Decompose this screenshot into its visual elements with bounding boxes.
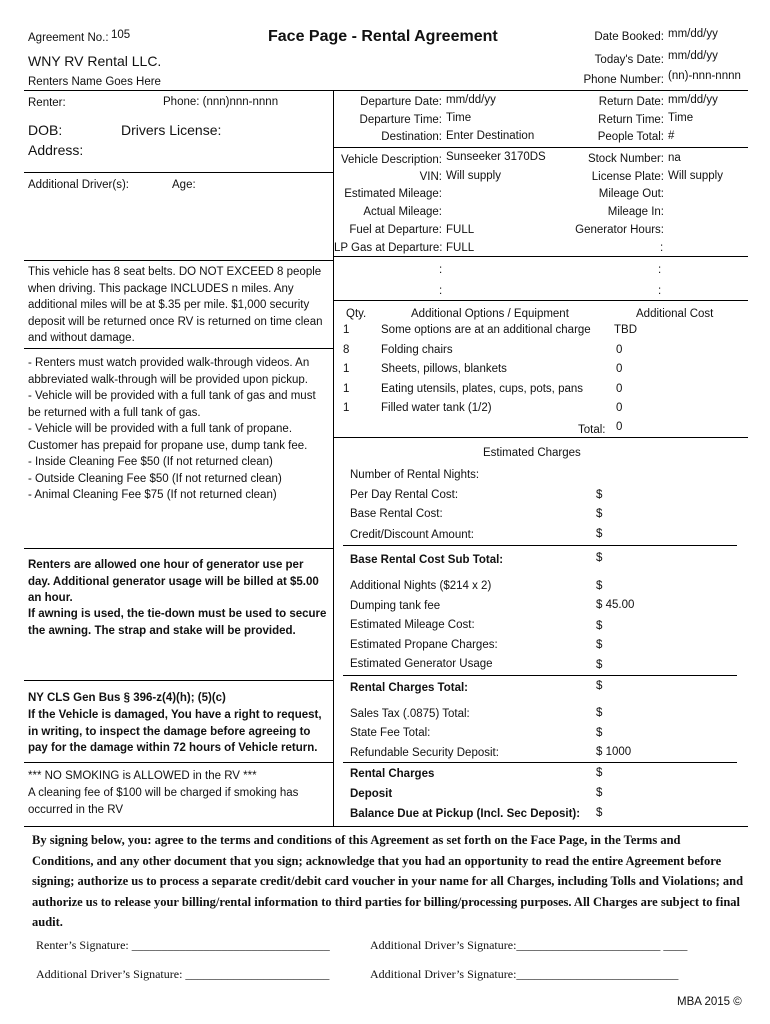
- charge-value[interactable]: $: [596, 659, 603, 671]
- option-cost[interactable]: 0: [616, 402, 623, 414]
- notes-divider: [24, 762, 333, 763]
- charges-divider: [343, 675, 737, 676]
- phone-label: Phone Number:: [583, 74, 664, 86]
- column-divider: [333, 90, 334, 826]
- form-bottom-divider: [24, 826, 748, 827]
- destination[interactable]: Enter Destination: [446, 130, 535, 142]
- departure-time-label: Departure Time:: [359, 114, 442, 126]
- age-label: Age:: [172, 179, 196, 191]
- mileage-in-label: Mileage In:: [607, 206, 664, 218]
- balance-due-label: Balance Due at Pickup (Incl. Sec Deposit):: [350, 808, 581, 820]
- option-cost[interactable]: TBD: [614, 324, 637, 336]
- base-subtotal-label: Base Rental Cost Sub Total:: [350, 554, 504, 566]
- charges-divider: [343, 545, 737, 546]
- lp-gas-value[interactable]: FULL: [446, 242, 475, 254]
- colon-mark: :: [439, 285, 443, 297]
- charge-value[interactable]: $: [596, 508, 603, 520]
- smoking-title: *** NO SMOKING is ALLOWED in the RV ***: [28, 770, 257, 782]
- charge-label: Per Day Rental Cost:: [350, 489, 459, 501]
- copyright: MBA 2015 ©: [677, 996, 742, 1008]
- fuel-value[interactable]: FULL: [446, 224, 475, 236]
- charge-label: Refundable Security Deposit:: [350, 747, 499, 759]
- charge-label: Credit/Discount Amount:: [350, 529, 475, 541]
- charge-value[interactable]: $: [596, 528, 603, 540]
- option-cost[interactable]: 0: [616, 344, 623, 356]
- option-cost[interactable]: 0: [616, 383, 623, 395]
- renter-phone-label: Phone: (nnn)nnn-nnnn: [163, 96, 279, 108]
- return-time-label: Return Time:: [598, 114, 664, 126]
- deposit-value[interactable]: $: [596, 787, 603, 799]
- rental-total-label: Rental Charges Total:: [350, 682, 468, 694]
- charge-label: Estimated Propane Charges:: [350, 639, 498, 651]
- option-qty[interactable]: 1: [343, 324, 350, 336]
- options-header: Additional Options / Equipment: [411, 308, 569, 320]
- license-plate-label: License Plate:: [591, 171, 664, 183]
- generator-hours-label: Generator Hours:: [575, 224, 664, 236]
- colon-mark: :: [439, 264, 443, 276]
- charge-value[interactable]: $: [596, 707, 603, 719]
- charges-divider: [343, 762, 737, 763]
- renter-label: Renter:: [28, 97, 66, 109]
- return-date[interactable]: mm/dd/yy: [668, 94, 718, 106]
- option-qty[interactable]: 1: [343, 402, 350, 414]
- phone-number[interactable]: (nn)-nnn-nnnn: [668, 70, 741, 82]
- law-title: NY CLS Gen Bus § 396-z(4)(h); (5)(c): [28, 692, 226, 704]
- vehicle-divider: [333, 256, 748, 257]
- option-item[interactable]: Eating utensils, plates, cups, pots, pans: [381, 383, 584, 395]
- charge-value[interactable]: $ 45.00: [596, 599, 635, 611]
- charge-value[interactable]: $: [596, 639, 603, 651]
- page-title: Face Page - Rental Agreement: [268, 28, 498, 45]
- people-total[interactable]: #: [668, 130, 675, 142]
- todays-date-label: Today's Date:: [594, 54, 664, 66]
- address-label: Address:: [28, 142, 84, 158]
- rule-item: - Inside Cleaning Fee $50 (If not returned clean): [28, 456, 273, 468]
- option-item[interactable]: Sheets, pillows, blankets: [381, 363, 507, 375]
- charge-value[interactable]: $: [596, 580, 603, 592]
- fuel-label: Fuel at Departure:: [349, 224, 442, 236]
- agreement-no-label: Agreement No.:: [28, 32, 109, 44]
- charge-label: State Fee Total:: [350, 727, 431, 739]
- vehicle-description-label: Vehicle Description:: [341, 154, 442, 166]
- renters-name[interactable]: Renters Name Goes Here: [28, 76, 161, 88]
- additional-drivers-label: Additional Driver(s):: [28, 179, 129, 191]
- colon-mark: :: [658, 264, 662, 276]
- date-booked[interactable]: mm/dd/yy: [668, 28, 718, 40]
- rental-charges-label: Rental Charges: [350, 768, 435, 780]
- date-booked-label: Date Booked:: [594, 31, 664, 43]
- trip-divider: [333, 147, 748, 148]
- option-qty[interactable]: 1: [343, 363, 350, 375]
- charge-value[interactable]: $: [596, 620, 603, 632]
- awning-notice: If awning is used, the tie-down must be used to secure the awning. The strap and stake will be provided.: [28, 608, 327, 637]
- dob-label: DOB:: [28, 122, 63, 138]
- todays-date[interactable]: mm/dd/yy: [668, 50, 718, 62]
- rule-item: - Renters must watch provided walk-through videos. An abbreviated walk-through will be provided upon pickup.: [28, 357, 310, 386]
- mileage-out-label: Mileage Out:: [598, 188, 664, 200]
- notes-divider: [24, 680, 333, 681]
- options-total[interactable]: 0: [616, 421, 623, 433]
- estimated-mileage-label: Estimated Mileage:: [344, 188, 442, 200]
- license-plate[interactable]: Will supply: [668, 170, 723, 182]
- lp-gas-label: LP Gas at Departure:: [334, 242, 443, 254]
- rule-item: - Vehicle will be provided with a full tank of gas and must be returned with a full tank of gas.: [28, 390, 316, 419]
- option-cost[interactable]: 0: [616, 363, 623, 375]
- destination-label: Destination:: [381, 131, 442, 143]
- options-total-label: Total:: [578, 424, 606, 436]
- charge-value[interactable]: $ 1000: [596, 746, 632, 758]
- rules-list: [28, 355, 328, 504]
- rule-item: - Outside Cleaning Fee $50 (If not returned clean): [28, 472, 282, 485]
- rule-item: - Vehicle will be provided with a full tank of propane. Customer has prepaid for propane use, dump tank fee.: [28, 423, 308, 452]
- smoking-text: A cleaning fee of $100 will be charged if smoking has occurred in the RV: [28, 787, 299, 816]
- charge-label: Number of Rental Nights:: [350, 469, 480, 481]
- notes-divider: [24, 548, 333, 549]
- cost-header: Additional Cost: [636, 308, 714, 320]
- rental-total[interactable]: $: [596, 680, 603, 692]
- charge-label: Estimated Generator Usage: [350, 658, 493, 670]
- return-time[interactable]: Time: [668, 112, 694, 124]
- generator-notice: Renters are allowed one hour of generator use per day. Additional generator usage will be billed at $5.00 an hour.: [28, 559, 319, 604]
- agreement-terms: By signing below, you: agree to the terms and conditions of this Agreement as set forth on the Face Page, in the Terms and Conditions, and any other document that you sign; acknowledge that you had an opportunity to read the entire Agreement before signing; authorize us to process a separate credit/debit card voucher in your name for all Charges, including Tolls and Violations; and authorize us to release your billing/rental information to third parties for billing/processing purposes. All Charges are subject to final audit.: [32, 833, 744, 929]
- notes-divider: [24, 348, 333, 349]
- option-item[interactable]: Some options are at an additional charge: [381, 324, 591, 336]
- additional-driver-signature[interactable]: Additional Driver’s Signature: ________________________: [36, 967, 330, 981]
- qty-header: Qty.: [346, 308, 367, 320]
- charge-label: Dumping tank fee: [350, 600, 441, 612]
- option-item[interactable]: Folding chairs: [381, 344, 453, 356]
- charge-value[interactable]: $: [596, 727, 603, 739]
- colon-mark: :: [660, 242, 664, 254]
- options-bottom-divider: [333, 437, 748, 438]
- option-item[interactable]: Filled water tank (1/2): [381, 402, 492, 414]
- base-subtotal[interactable]: $: [596, 552, 603, 564]
- vehicle-description[interactable]: Sunseeker 3170DS: [446, 151, 546, 163]
- departure-date-label: Departure Date:: [360, 96, 442, 108]
- people-total-label: People Total:: [597, 131, 664, 143]
- drivers-divider: [24, 260, 333, 261]
- return-date-label: Return Date:: [598, 96, 664, 108]
- colon-mark: :: [658, 285, 662, 297]
- additional-driver-signature[interactable]: Additional Driver’s Signature:___________________________: [370, 967, 679, 981]
- rental-charges-value[interactable]: $: [596, 767, 603, 779]
- vin[interactable]: Will supply: [446, 170, 501, 182]
- charge-label: Sales Tax (.0875) Total:: [350, 708, 470, 720]
- stock-number[interactable]: na: [668, 152, 681, 164]
- company-name[interactable]: WNY RV Rental LLC.: [28, 53, 162, 69]
- charge-label: Base Rental Cost:: [350, 508, 443, 520]
- departure-date[interactable]: mm/dd/yy: [446, 94, 496, 106]
- law-text: If the Vehicle is damaged, You have a right to request, in writing, to inspect the damage before agreeing to pay for the damage within 72 hours of Vehicle return.: [28, 709, 322, 754]
- deposit-label: Deposit: [350, 788, 393, 800]
- seatbelt-notice: This vehicle has 8 seat belts. DO NOT EXCEED 8 people when driving. This package INCLUDES n miles. Any additional miles will be at $.35 per mile. $1,000 security deposit will be returned once RV is returned on time clean and without damage.: [28, 266, 323, 344]
- option-qty[interactable]: 8: [343, 344, 350, 356]
- charge-label: Additional Nights ($214 x 2): [350, 580, 492, 592]
- agreement-no[interactable]: 105: [111, 29, 131, 41]
- departure-time[interactable]: Time: [446, 112, 472, 124]
- balance-due-value[interactable]: $: [596, 807, 603, 819]
- additional-driver-signature[interactable]: Additional Driver’s Signature:________________________ ____: [370, 938, 688, 952]
- renter-signature[interactable]: Renter’s Signature: _________________________________: [36, 938, 330, 952]
- vin-label: VIN:: [419, 171, 442, 183]
- charges-heading: Estimated Charges: [483, 447, 581, 459]
- charge-label: Estimated Mileage Cost:: [350, 619, 475, 631]
- renter-divider: [24, 172, 333, 173]
- stock-number-label: Stock Number:: [587, 153, 664, 165]
- option-qty[interactable]: 1: [343, 383, 350, 395]
- header-divider: [24, 90, 748, 91]
- rule-item: - Animal Cleaning Fee $75 (If not returned clean): [28, 489, 277, 501]
- options-top-divider: [333, 300, 748, 301]
- drivers-license-label: Drivers License:: [121, 122, 222, 138]
- actual-mileage-label: Actual Mileage:: [363, 206, 442, 218]
- charge-value[interactable]: $: [596, 489, 603, 501]
